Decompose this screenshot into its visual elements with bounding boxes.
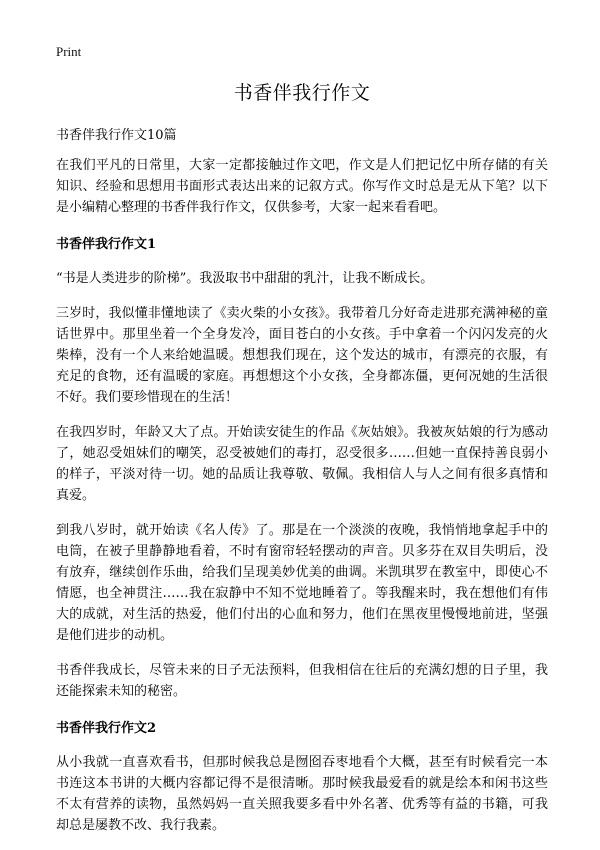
section-1-paragraph-4: 到我八岁时，就开始读《名人传》了。那是在一个淡淡的夜晚，我悄悄地拿起手中的电筒，在被子里静静地看着，不时有窗帘轻轻摆动的声音。贝多芬在双目失明后，没有放弃，继续创作乐曲，给我们呈现美妙优美的曲调。米凯琪罗在教室中，即使心不情愿，也全神贯注……我在寂静中不知不觉地睡着了。等我醒来时，我在想他们有伟大的成就，对生活的热爱，他们付出的心血和努力，他们在黑夜里慢慢地前进，坚强是他们进步的动机。 [56,523,548,643]
print-link[interactable]: Print [56,44,82,59]
section-2-paragraph-1: 从小我就一直喜欢看书，但那时候我总是囫囵吞枣地看个大概，甚至有时候看完一本书连这本书讲的大概内容都记得不是很清晰。那时候我最爱看的就是绘本和闲书这些不太有营养的读物，虽然妈妈一直关照我要多看中外名著、优秀等有益的书籍，可我却总是屡教不改、我行我素。 [56,755,548,833]
section-1-paragraph-3: 在我四岁时，年龄又大了点。开始读安徒生的作品《灰姑娘》。我被灰姑娘的行为感动了，她忍受姐妹们的嘲笑，忍受被她们的毒打，忍受很多……但她一直保持善良弱小的样子，平淡对待一切。她的品质让我尊敬、敬佩。我相信人与人之间有很多真情和真爱。 [56,425,548,503]
document-subtitle: 书香伴我行作文10篇 [56,128,177,143]
section-1-paragraph-5: 书香伴我成长，尽管未来的日子无法预料，但我相信在往后的充满幻想的日子里，我还能探索未知的秘密。 [56,663,548,699]
section-1-paragraph-2: 三岁时，我似懂非懂地读了《卖火柴的小女孩》。我带着几分好奇走进那充满神秘的童话世界中。那里坐着一个全身发冷，面目苍白的小女孩。手中拿着一个闪闪发亮的火柴棒，没有一个人来给她温暖。想想我们现在，这个发达的城市，有漂亮的衣服，有充足的食物，还有温暖的家庭。再想想这个小女孩，全身都冻僵，更何况她的生活很不好。我们要珍惜现在的生活！ [56,306,548,405]
document-body [56,78,548,850]
section-heading-1: 书香伴我行作文1 [56,237,157,252]
section-heading-2: 书香伴我行作文2 [56,721,157,736]
intro-paragraph: 在我们平凡的日常里，大家一定都接触过作文吧，作文是人们把记忆中所存储的有关知识、经验和思想用书面形式表达出来的记叙方式。你写作文时总是无从下笔？以下是小编精心整理的书香伴我行作文，仅供参考，大家一起来看看吧。 [56,158,548,215]
section-1-paragraph-1: “书是人类进步的阶梯”。我汲取书中甜甜的乳汁，让我不断成长。 [56,271,434,286]
page-title: 书香伴我行作文 [233,82,371,104]
